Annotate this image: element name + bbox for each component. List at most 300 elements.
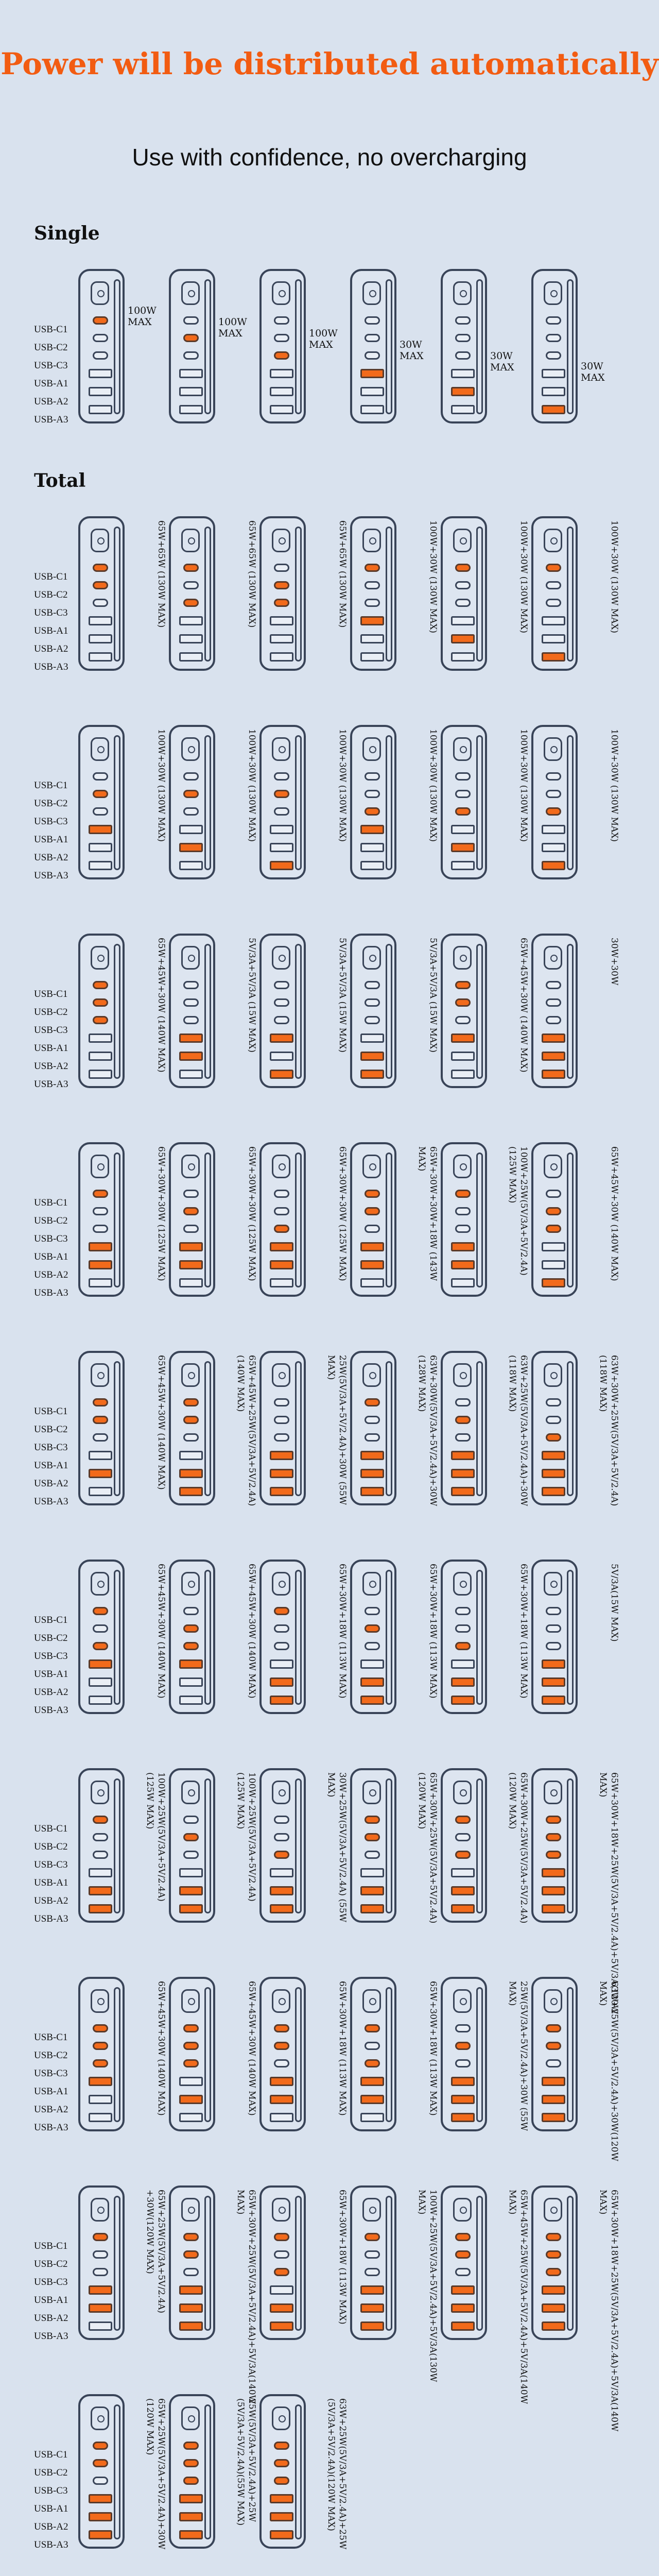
single-max-label: 100W MAX [128,305,157,328]
single-charger-cell [259,269,350,430]
port-label: USB-C3 [34,2485,68,2496]
combo-charger-cell [441,1351,531,1512]
usb-a1-port-icon [360,1659,384,1669]
combo-power-label: 65W+30W+18W+25W(5V/3A+5V/2.4A)+5V/3A(140W MAX) [598,2190,619,2432]
total-row [0,1560,659,1720]
combo-power-label: 65W+30W+25W(5V/3A+5V/2.4A)+5V/3A(140W MAX) [235,2190,257,2404]
usb-a3-port-icon [542,1278,565,1287]
usb-c1-port-icon [93,1190,108,1198]
charger-illustration [78,2394,125,2549]
combo-charger-cell [350,934,441,1094]
usb-c2-port-icon [183,790,199,798]
usb-a2-port-icon [179,387,203,396]
usb-c1-port-icon [365,564,380,572]
charger-illustration [350,1768,396,1923]
usb-c1-port-icon [546,981,561,989]
usb-c2-port-icon [546,1624,561,1633]
port-label: USB-C2 [34,2467,68,2478]
usb-a1-port-icon [270,1659,293,1669]
indicator-light-icon [181,1363,200,1387]
usb-a1-port-icon [270,1242,293,1251]
combo-power-label: 63W+25W(5V/3A+5V/2.4A)+30W(120W MAX) [598,1981,619,2161]
combo-power-label: 100W+30W (130W MAX) [247,729,257,842]
usb-a3-port-icon [89,1696,112,1705]
usb-a3-port-icon [542,1487,565,1496]
headline: Power will be distributed automatically [1,46,658,81]
charger-illustration [259,725,306,879]
usb-c3-port-icon [274,1642,289,1650]
combo-power-label: 65W+45W+25W(5V/3A+5V/2.4A)+5V/3A(140W MAX) [507,2190,529,2404]
usb-c2-port-icon [455,1833,471,1841]
indicator-light-icon [544,1155,562,1178]
usb-a1-port-icon [179,616,203,625]
charger-illustration [531,269,578,423]
usb-c1-port-icon [546,316,561,325]
usb-c3-port-icon [274,2059,289,2067]
usb-c1-port-icon [455,2233,471,2241]
usb-c3-port-icon [274,1225,289,1233]
indicator-light-icon [91,1781,109,1804]
usb-c3-port-icon [365,1642,380,1650]
usb-a2-port-icon [360,1469,384,1478]
usb-c2-port-icon [93,1416,108,1424]
usb-a1-port-icon [360,1242,384,1251]
combo-charger-cell [78,1351,169,1512]
usb-c3-port-icon [93,1225,108,1233]
usb-a3-port-icon [451,405,475,414]
combo-power-label: 65W+30W+25W(5V/3A+5V/2.4A) (120W MAX) [507,1772,529,1924]
usb-a1-port-icon [179,2077,203,2086]
combo-power-label: 65W+45W+30W (140W MAX) [609,1146,619,1281]
usb-a3-port-icon [270,2113,293,2122]
usb-c1-port-icon [183,772,199,781]
usb-c1-port-icon [183,316,199,325]
single-charger-cell [441,269,531,430]
usb-c2-port-icon [274,2459,289,2467]
usb-c1-port-icon [93,316,108,325]
usb-c3-port-icon [455,351,471,360]
charger-illustration [441,1351,487,1505]
port-label-list [34,985,76,1093]
total-row [0,1977,659,2161]
usb-c3-port-icon [546,351,561,360]
combo-power-label: 100W+30W (130W MAX) [156,729,166,842]
usb-a2-port-icon [360,1677,384,1687]
indicator-light-icon [91,1989,109,2013]
indicator-light-icon [362,1155,381,1178]
indicator-light-icon [181,1572,200,1596]
combo-charger-cell [78,1768,169,1929]
indicator-light-icon [91,281,109,305]
combo-power-label: 65W+45W+30W (140W MAX) [156,1981,166,2116]
usb-c2-port-icon [183,1416,199,1424]
port-label: USB-A2 [34,1687,68,1698]
usb-c3-port-icon [455,807,471,816]
combo-charger-cell [169,2185,259,2404]
indicator-light-icon [91,737,109,761]
charger-illustration [350,1351,396,1505]
indicator-light-icon [453,1989,472,2013]
indicator-light-icon [181,2406,200,2430]
charger-illustration [350,1560,396,1714]
usb-c2-port-icon [365,2042,380,2050]
usb-a1-port-icon [360,2285,384,2295]
usb-c2-port-icon [546,1833,561,1841]
usb-c1-port-icon [455,1190,471,1198]
usb-a3-port-icon [179,1696,203,1705]
indicator-light-icon [181,1155,200,1178]
usb-c1-port-icon [455,1398,471,1406]
port-label: USB-A2 [34,1061,68,1072]
usb-a2-port-icon [89,634,112,643]
usb-a2-port-icon [89,387,112,396]
usb-a2-port-icon [451,634,475,643]
usb-c2-port-icon [455,581,471,589]
port-label: USB-A1 [34,2503,68,2514]
port-label: USB-C1 [34,324,68,335]
usb-a2-port-icon [451,1260,475,1269]
usb-c1-port-icon [274,2233,289,2241]
usb-c1-port-icon [455,2024,471,2032]
charger-illustration [350,934,396,1088]
combo-charger-cell [531,1560,622,1720]
combo-power-label: 65W+25W(5V/3A+5V/2.4A)+30W (120W MAX) [145,2398,166,2550]
port-label: USB-C2 [34,1841,68,1852]
usb-a2-port-icon [360,387,384,396]
usb-a3-port-icon [542,861,565,870]
usb-a2-port-icon [542,1260,565,1269]
usb-a2-port-icon [360,2095,384,2104]
usb-a1-port-icon [89,1659,112,1669]
usb-c3-port-icon [183,1642,199,1650]
usb-c3-port-icon [183,1433,199,1442]
usb-a3-port-icon [270,861,293,870]
usb-c1-port-icon [183,1607,199,1615]
combo-power-label: 63W+25W(5V/3A+5V/2.4A)+30W (118W MAX) [507,1355,529,1506]
charger-illustration [259,1768,306,1923]
usb-c1-port-icon [546,2024,561,2032]
port-label: USB-A1 [34,834,68,845]
usb-c3-port-icon [365,1851,380,1859]
combo-charger-cell [531,725,622,886]
usb-a2-port-icon [89,1469,112,1478]
usb-c2-port-icon [274,1624,289,1633]
usb-a1-port-icon [270,1868,293,1877]
port-label: USB-C1 [34,780,68,791]
usb-c3-port-icon [365,599,380,607]
charger-illustration [169,1560,215,1714]
usb-a3-port-icon [451,2113,475,2122]
usb-c2-port-icon [183,1833,199,1841]
usb-a1-port-icon [89,616,112,625]
indicator-light-icon [453,1155,472,1178]
usb-a2-port-icon [542,634,565,643]
usb-c1-port-icon [93,1398,108,1406]
usb-a3-port-icon [89,1904,112,1913]
usb-c2-port-icon [93,1624,108,1633]
usb-a2-port-icon [451,1886,475,1895]
charger-illustration [441,1768,487,1923]
indicator-light-icon [272,1572,290,1596]
combo-power-label: 100W+25W(5V/3A+5V/2.4A) (125W MAX) [235,1772,257,1902]
port-label: USB-A1 [34,2295,68,2306]
usb-a2-port-icon [360,634,384,643]
usb-a1-port-icon [360,369,384,378]
indicator-light-icon [544,529,562,552]
port-label: USB-C2 [34,1007,68,1018]
indicator-light-icon [272,1363,290,1387]
single-max-label: 100W MAX [309,328,338,350]
port-label: USB-C2 [34,1215,68,1226]
single-max-label: 30W MAX [581,361,605,383]
usb-c2-port-icon [455,1416,471,1424]
port-label: USB-C3 [34,1859,68,1870]
usb-a3-port-icon [360,1070,384,1079]
charger-illustration [259,1977,306,2131]
combo-charger-cell [531,1142,622,1303]
combo-charger-cell [169,725,259,886]
usb-c1-port-icon [274,772,289,781]
combo-charger-cell [441,516,531,677]
charger-illustration [259,516,306,671]
usb-c3-port-icon [365,1016,380,1024]
combo-power-label: 65W+65W (130W MAX) [156,520,166,628]
usb-c2-port-icon [93,2459,108,2467]
usb-a2-port-icon [451,1052,475,1061]
usb-a3-port-icon [179,2113,203,2122]
combo-power-label: 5V/3A(15W MAX) [609,1564,619,1642]
indicator-light-icon [362,2198,381,2222]
usb-a1-port-icon [451,2285,475,2295]
combo-power-label: 65W+45W+30W (140W MAX) [156,938,166,1073]
usb-c1-port-icon [274,2024,289,2032]
usb-a2-port-icon [542,843,565,852]
usb-a2-port-icon [89,1677,112,1687]
usb-a1-port-icon [179,1242,203,1251]
usb-a2-port-icon [542,387,565,396]
usb-c1-port-icon [274,981,289,989]
combo-charger-cell [531,2185,622,2432]
single-charger-cell [531,269,622,430]
usb-c1-port-icon [546,564,561,572]
usb-a1-port-icon [179,1868,203,1877]
usb-a1-port-icon [451,1033,475,1043]
usb-c2-port-icon [455,790,471,798]
usb-c1-port-icon [365,316,380,325]
usb-a1-port-icon [360,2077,384,2086]
usb-c2-port-icon [546,581,561,589]
usb-a2-port-icon [451,843,475,852]
indicator-light-icon [544,2198,562,2222]
usb-c2-port-icon [455,2042,471,2050]
port-label: USB-C2 [34,1633,68,1643]
usb-a1-port-icon [89,1033,112,1043]
usb-c3-port-icon [93,599,108,607]
usb-c3-port-icon [546,1225,561,1233]
usb-a2-port-icon [542,1052,565,1061]
usb-a1-port-icon [270,2494,293,2503]
port-label: USB-C3 [34,607,68,618]
port-label: USB-A1 [34,1043,68,1054]
usb-a1-port-icon [451,825,475,834]
combo-power-label: 100W+30W (130W MAX) [609,520,619,634]
usb-c2-port-icon [183,2459,199,2467]
usb-c1-port-icon [183,1816,199,1824]
usb-a2-port-icon [542,1886,565,1895]
charger-illustration [350,725,396,879]
charger-illustration [169,269,215,423]
usb-a2-port-icon [542,2303,565,2313]
port-label: USB-C1 [34,1406,68,1417]
usb-c2-port-icon [183,1207,199,1215]
usb-a1-port-icon [542,1451,565,1460]
usb-c3-port-icon [93,807,108,816]
single-row [0,269,659,430]
usb-c2-port-icon [455,1624,471,1633]
combo-charger-cell [531,1351,622,1512]
combo-power-label: 65W+45W+30W (140W MAX) [156,1564,166,1699]
charger-illustration [78,1768,125,1923]
port-label: USB-C1 [34,1615,68,1625]
port-label: USB-C2 [34,2050,68,2061]
usb-a3-port-icon [179,405,203,414]
usb-a1-port-icon [360,616,384,625]
usb-a2-port-icon [270,2303,293,2313]
indicator-light-icon [272,529,290,552]
combo-power-label: 65W+45W+30W (140W MAX) [247,1564,257,1699]
usb-c2-port-icon [183,1624,199,1633]
usb-c1-port-icon [365,1607,380,1615]
usb-c3-port-icon [365,1225,380,1233]
total-row [0,1768,659,2014]
combo-charger-cell [350,1768,441,1929]
usb-a2-port-icon [270,1052,293,1061]
indicator-light-icon [272,1781,290,1804]
usb-a2-port-icon [179,1886,203,1895]
usb-a1-port-icon [542,1033,565,1043]
usb-c1-port-icon [274,2442,289,2450]
usb-c1-port-icon [183,564,199,572]
indicator-light-icon [181,1781,200,1804]
combo-power-label: 100W+25W(5V/3A+5V/2.4A) (125W MAX) [145,1772,166,1902]
usb-c1-port-icon [365,1398,380,1406]
port-label: USB-C3 [34,2068,68,2079]
combo-power-label: 65W+30W+18W (113W MAX) [337,2190,348,2325]
usb-a3-port-icon [89,405,112,414]
usb-c3-port-icon [455,599,471,607]
charger-illustration [531,516,578,671]
usb-a1-port-icon [451,1451,475,1460]
usb-a2-port-icon [89,1052,112,1061]
usb-a2-port-icon [179,2512,203,2521]
combo-charger-cell [169,1977,259,2138]
indicator-light-icon [544,737,562,761]
charger-illustration [78,1142,125,1297]
usb-c1-port-icon [93,2024,108,2032]
indicator-light-icon [544,1572,562,1596]
usb-c2-port-icon [93,998,108,1007]
usb-a3-port-icon [179,1904,203,1913]
usb-a1-port-icon [179,1451,203,1460]
total-row [0,2394,659,2555]
charger-illustration [531,725,578,879]
total-row [0,1142,659,1303]
usb-a1-port-icon [542,1659,565,1669]
charger-illustration [78,934,125,1088]
usb-a2-port-icon [542,1677,565,1687]
port-label: USB-C2 [34,1424,68,1435]
usb-c1-port-icon [365,1190,380,1198]
port-label: USB-C3 [34,360,68,371]
combo-power-label: 65W+45W+30W (140W MAX) [518,938,529,1073]
total-row [0,516,659,677]
usb-c3-port-icon [93,2059,108,2067]
port-label: USB-A2 [34,2104,68,2115]
usb-a2-port-icon [89,1260,112,1269]
port-label: USB-A1 [34,378,68,389]
usb-c2-port-icon [274,1833,289,1841]
indicator-light-icon [362,737,381,761]
usb-a1-port-icon [89,2285,112,2295]
indicator-light-icon [272,737,290,761]
charger-illustration [531,1560,578,1714]
combo-charger-cell [441,1560,531,1720]
usb-c2-port-icon [455,998,471,1007]
combo-charger-cell [350,1351,441,1512]
port-label: USB-A3 [34,414,68,425]
usb-a3-port-icon [360,861,384,870]
usb-c1-port-icon [455,564,471,572]
usb-c2-port-icon [546,1207,561,1215]
usb-c3-port-icon [546,2268,561,2276]
combo-power-label: 5V/3A+5V/3A (15W MAX) [428,938,438,1053]
port-label: USB-A3 [34,870,68,881]
combo-charger-cell [259,2394,350,2555]
usb-a1-port-icon [542,1242,565,1251]
combo-charger-cell [259,2185,350,2346]
usb-c2-port-icon [93,1833,108,1841]
port-label-list [34,776,76,885]
charger-illustration [531,1768,578,1923]
charger-illustration [259,1560,306,1714]
usb-c3-port-icon [274,2268,289,2276]
usb-c1-port-icon [274,1816,289,1824]
indicator-light-icon [453,529,472,552]
usb-a3-port-icon [89,2321,112,2331]
indicator-light-icon [453,946,472,970]
usb-c2-port-icon [274,1207,289,1215]
usb-a3-port-icon [360,2113,384,2122]
usb-c2-port-icon [183,998,199,1007]
indicator-light-icon [453,2198,472,2222]
usb-c3-port-icon [93,351,108,360]
usb-c1-port-icon [274,1398,289,1406]
usb-a3-port-icon [451,2321,475,2331]
usb-c3-port-icon [455,1433,471,1442]
usb-c2-port-icon [274,790,289,798]
usb-a2-port-icon [179,1052,203,1061]
usb-c3-port-icon [546,807,561,816]
usb-c1-port-icon [93,981,108,989]
port-label-list [34,1820,76,1928]
combo-charger-cell [169,1142,259,1303]
usb-a2-port-icon [270,2095,293,2104]
usb-c2-port-icon [546,334,561,342]
charger-illustration [259,2185,306,2340]
usb-a3-port-icon [89,2113,112,2122]
indicator-light-icon [453,737,472,761]
usb-a2-port-icon [360,1260,384,1269]
